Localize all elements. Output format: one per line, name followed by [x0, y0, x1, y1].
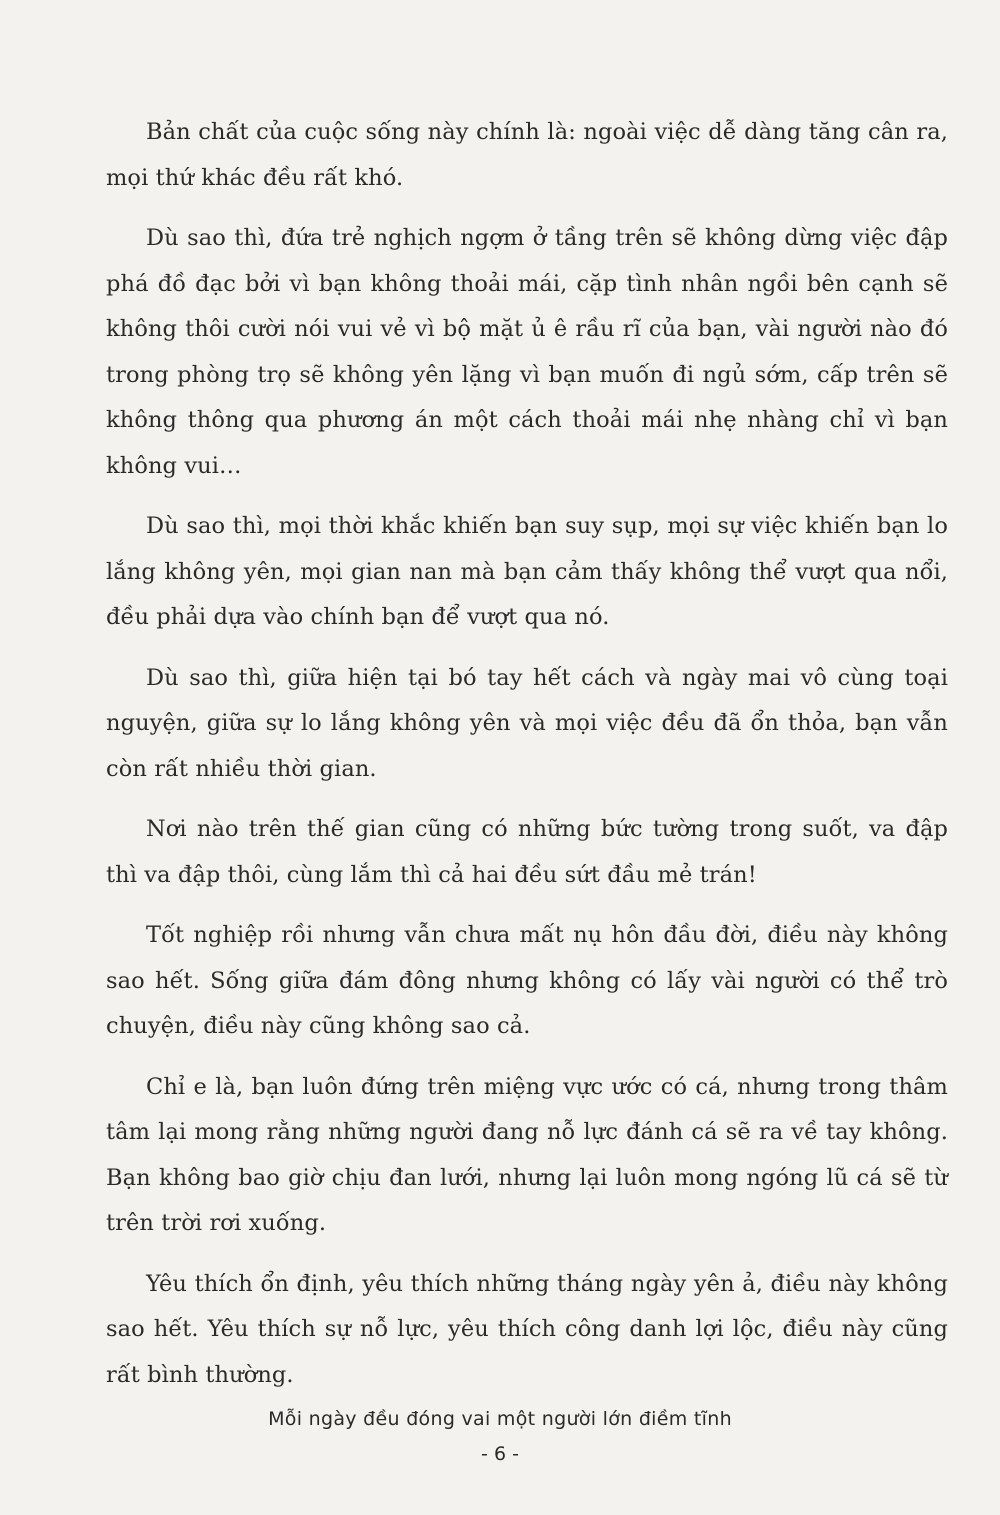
paragraph: Chỉ e là, bạn luôn đứng trên miệng vực ước có cá, nhưng trong thâm tâm lại mong rằng những người đang nỗ lực đánh cá sẽ ra về tay không. Bạn không bao giờ chịu đan lưới, nhưng lại luôn mong ngóng lũ cá sẽ từ trên trời rơi xuống. — [106, 1073, 948, 1236]
page-body — [106, 110, 948, 1413]
paragraph: Dù sao thì, giữa hiện tại bó tay hết cách và ngày mai vô cùng toại nguyện, giữa sự lo lắng không yên và mọi việc đều đã ổn thỏa, bạn vẫn còn rất nhiều thời gian. — [106, 664, 948, 782]
paragraph: Yêu thích ổn định, yêu thích những tháng ngày yên ả, điều này không sao hết. Yêu thích sự nỗ lực, yêu thích công danh lợi lộc, điều này cũng rất bình thường. — [106, 1270, 948, 1388]
page-number: - 6 - — [481, 1443, 519, 1465]
running-footer-title: Mỗi ngày đều đóng vai một người lớn điềm tĩnh — [268, 1408, 732, 1430]
paragraph: Dù sao thì, mọi thời khắc khiến bạn suy sụp, mọi sự việc khiến bạn lo lắng không yên, mọi gian nan mà bạn cảm thấy không thể vượt qua nổi, đều phải dựa vào chính bạn để vượt qua nó. — [106, 513, 948, 630]
paragraph: Bản chất của cuộc sống này chính là: ngoài việc dễ dàng tăng cân ra, mọi thứ khác đều rất khó. — [106, 119, 948, 191]
paragraph: Nơi nào trên thế gian cũng có những bức tường trong suốt, va đập thì va đập thôi, cùng lắm thì cả hai đều sứt đầu mẻ trán! — [106, 816, 948, 888]
paragraph: Dù sao thì, đứa trẻ nghịch ngợm ở tầng trên sẽ không dừng việc đập phá đồ đạc bởi vì bạn không thoải mái, cặp tình nhân ngồi bên cạnh sẽ không thôi cười nói vui vẻ vì bộ mặt ủ ê rầu rĩ của bạn, vài người nào đó trong phòng trọ sẽ không yên lặng vì bạn muốn đi ngủ sớm, cấp trên sẽ không thông qua phương án một cách thoải mái nhẹ nhàng chỉ vì bạn không vui… — [106, 225, 948, 479]
paragraph: Tốt nghiệp rồi nhưng vẫn chưa mất nụ hôn đầu đời, điều này không sao hết. Sống giữa đám đông nhưng không có lấy vài người có thể trò chuyện, điều này cũng không sao cả. — [106, 922, 948, 1039]
